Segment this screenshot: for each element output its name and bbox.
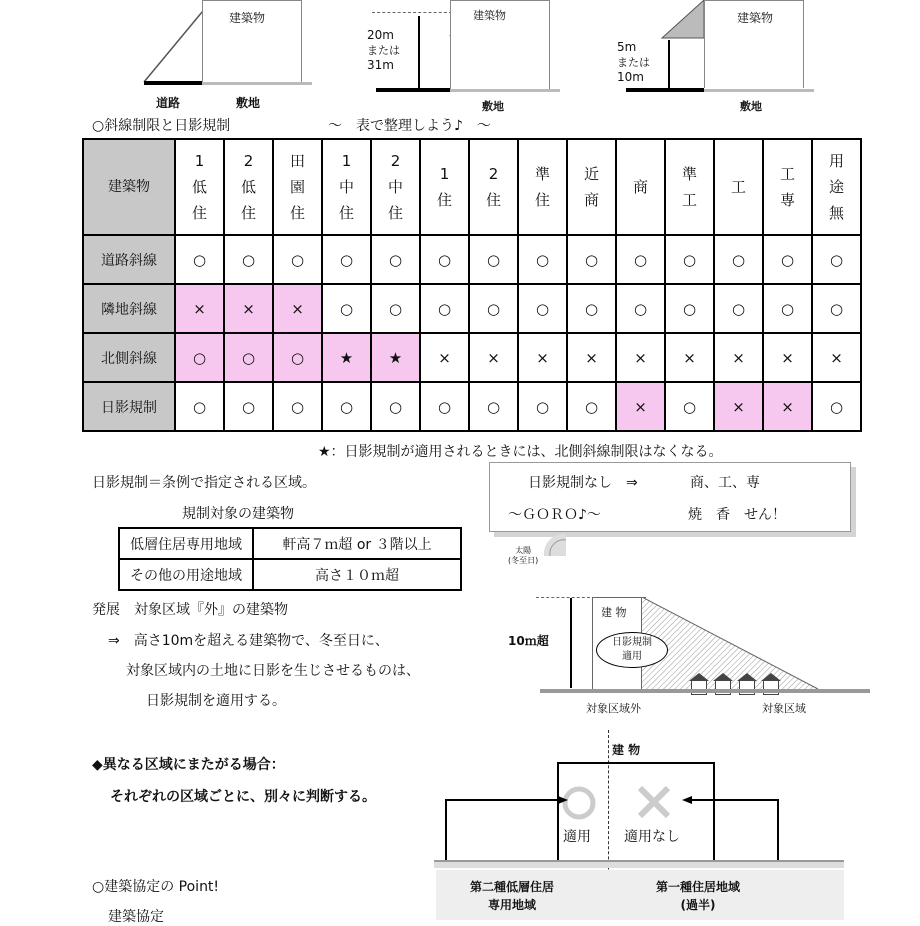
column-header: 準工: [665, 139, 714, 235]
table-cell: ×: [812, 333, 861, 382]
target-building-table: [118, 527, 462, 591]
table-cell: ○: [812, 284, 861, 333]
building-label: 建 物: [612, 743, 641, 757]
height-guide: [372, 12, 452, 13]
table-cell: ○: [518, 235, 567, 284]
table-row: [119, 528, 461, 559]
table-cell: ○: [665, 382, 714, 431]
height-arrow: [570, 598, 572, 688]
table-cell: ○: [420, 382, 469, 431]
table-cell: ○: [371, 284, 420, 333]
column-header: 2低住: [224, 139, 273, 235]
road-line: [144, 81, 202, 85]
mnemonic-line1-left: 日影規制なし ⇒: [528, 475, 638, 491]
development-line2: ⇒ 高さ10mを超える建築物で、冬至日に、: [108, 633, 389, 649]
table-cell: ×: [175, 284, 224, 333]
building-label: 建築物: [473, 9, 506, 22]
table-cell: ×: [420, 333, 469, 382]
table-cell: ○: [371, 382, 420, 431]
building-label: 建築物: [229, 11, 266, 25]
height-value: 5m または 10m: [617, 40, 650, 84]
ground-line: [540, 689, 870, 693]
no-apply-label: 適用なし: [624, 829, 680, 845]
table-cell: ○: [469, 284, 518, 333]
table-cell: ○: [420, 235, 469, 284]
shadow-apply-bubble: 日影規制 適用: [596, 632, 668, 668]
table-cell: ○: [469, 382, 518, 431]
apply-label: 適用: [563, 829, 591, 845]
table-cell: ○: [175, 235, 224, 284]
table-cell: ○: [224, 235, 273, 284]
table-row: [83, 333, 861, 382]
house-icon: [761, 673, 781, 681]
table-cell: ○: [322, 284, 371, 333]
development-line3: 対象区域内の土地に日影を生じさせるものは、: [126, 663, 420, 679]
row-header: 日影規制: [83, 382, 175, 431]
column-header: 準住: [518, 139, 567, 235]
row-header: 道路斜線: [83, 235, 175, 284]
column-header: 2住: [469, 139, 518, 235]
right-zone-label: 第一種住居地域 (過半): [656, 880, 741, 912]
table-cell: ×: [567, 333, 616, 382]
zone-cell: 低層住居専用地域: [119, 528, 253, 559]
table-cell: ○: [812, 382, 861, 431]
table-cell: ○: [175, 333, 224, 382]
development-title: 発展 対象区域『外』の建築物: [92, 602, 288, 618]
star-note: ★：日影規制が適用されるときには、北側斜線制限はなくなる。: [318, 444, 723, 460]
table-cell: ×: [224, 284, 273, 333]
column-header: 2中住: [371, 139, 420, 235]
building-box: 建 物: [592, 597, 642, 691]
ground-line: [434, 860, 844, 868]
house-icon: [713, 673, 733, 681]
table-cell: ○: [616, 284, 665, 333]
site-label: 敷地: [236, 96, 261, 110]
row-header: 隣地斜線: [83, 284, 175, 333]
table-cell: ○: [273, 235, 322, 284]
house-icon: [737, 673, 757, 681]
zone-cell: その他の用途地域: [119, 559, 253, 590]
sun-icon: [540, 532, 568, 558]
sun-label: 太陽 (冬至日): [508, 546, 539, 565]
table-cell: ○: [273, 382, 322, 431]
table-header-row: [83, 139, 861, 235]
table-cell: ○: [322, 235, 371, 284]
height-arrow: [668, 40, 670, 88]
left-zone-label: 第二種低層住居 専用地域: [470, 880, 555, 912]
height-value: 20m または 31m: [367, 28, 400, 72]
neighbor-line: [376, 88, 450, 92]
table-cell: ×: [273, 284, 322, 333]
table-row: [119, 559, 461, 590]
criteria-cell: 軒高７ｍ超 or ３階以上: [253, 528, 461, 559]
multi-zone-body: それぞれの区域ごとに、別々に判断する。: [110, 789, 376, 805]
north-slope: [660, 0, 706, 40]
table-row: [83, 284, 861, 333]
table-cell: ○: [763, 235, 812, 284]
table-cell: ○: [567, 235, 616, 284]
table-cell: ×: [665, 333, 714, 382]
table-cell: ×: [714, 382, 763, 431]
site-line: [450, 89, 560, 92]
table-cell: ○: [665, 235, 714, 284]
inside-zone-label: 対象区域: [762, 702, 806, 715]
column-header: 用途無: [812, 139, 861, 235]
table-cell: ○: [567, 382, 616, 431]
table-cell: ○: [518, 284, 567, 333]
table-cell: ○: [469, 235, 518, 284]
site-label: 敷地: [482, 100, 504, 113]
table-cell: ×: [469, 333, 518, 382]
table-cell: ○: [420, 284, 469, 333]
table-cell: ○: [273, 333, 322, 382]
building-label: 建築物: [737, 11, 774, 25]
table-cell: ○: [371, 235, 420, 284]
shadow-rule: 日影規制＝条例で指定される区域。: [92, 475, 316, 491]
row-header: 北側斜線: [83, 333, 175, 382]
road-label: 道路: [156, 96, 181, 110]
column-header: 田園住: [273, 139, 322, 235]
table-cell: ×: [616, 333, 665, 382]
table-cell: ○: [714, 284, 763, 333]
table-cell: ○: [616, 235, 665, 284]
table-cell: ○: [763, 284, 812, 333]
house-icon: [689, 673, 709, 681]
development-line4: 日影規制を適用する。: [146, 693, 286, 709]
column-header: 近商: [567, 139, 616, 235]
table-row: [83, 382, 861, 431]
multi-zone-title: ◆異なる区域にまたがる場合：: [92, 757, 285, 773]
site-label: 敷地: [740, 100, 762, 113]
outside-zone-label: 対象区域外: [586, 702, 641, 715]
table-cell: ×: [763, 382, 812, 431]
target-label: 規制対象の建築物: [182, 506, 294, 522]
table-cell: ○: [714, 235, 763, 284]
table-cell: ○: [175, 382, 224, 431]
height-arrow: [418, 16, 420, 88]
agreement-title: ○建築協定の Point!: [92, 879, 220, 895]
zone-arrows: [444, 796, 844, 866]
table-cell: ○: [224, 333, 273, 382]
section-heading: ○斜線制限と日影規制: [92, 118, 231, 134]
table-cell: ×: [518, 333, 567, 382]
building-box: [704, 0, 804, 88]
column-header: 1中住: [322, 139, 371, 235]
table-cell: ×: [616, 382, 665, 431]
mnemonic-line1-right: 商、工、専: [690, 475, 760, 491]
table-cell: ×: [763, 333, 812, 382]
table-cell: ○: [665, 284, 714, 333]
building-box: [202, 0, 302, 82]
agreement-body: 建築協定: [108, 909, 164, 925]
table-cell: ★: [371, 333, 420, 382]
height-value: 10ｍ超: [508, 634, 549, 648]
section-subtitle: ～ 表で整理しよう♪ ～: [328, 118, 491, 134]
site-line: [202, 82, 312, 85]
site-line: [704, 89, 814, 92]
table-cell: ○: [812, 235, 861, 284]
table-cell: ○: [567, 284, 616, 333]
mnemonic-line2-left: ～ＧＯＲＯ♪～: [508, 507, 601, 523]
column-header: 1低住: [175, 139, 224, 235]
column-header: 1住: [420, 139, 469, 235]
mnemonic-line2-right: 焼 香 せん！: [688, 507, 786, 523]
building-box: [450, 0, 550, 90]
column-header: 工: [714, 139, 763, 235]
table-cell: ○: [322, 382, 371, 431]
criteria-cell: 高さ１０ｍ超: [253, 559, 461, 590]
table-cell: ★: [322, 333, 371, 382]
table-cell: ○: [224, 382, 273, 431]
mnemonic-box: [489, 462, 851, 532]
north-line: [626, 88, 704, 92]
table-cell: ×: [714, 333, 763, 382]
table-cell: ○: [518, 382, 567, 431]
table-corner: 建築物: [83, 139, 175, 235]
table-row: [83, 235, 861, 284]
column-header: 商: [616, 139, 665, 235]
column-header: 工専: [763, 139, 812, 235]
restriction-table: [82, 138, 862, 432]
